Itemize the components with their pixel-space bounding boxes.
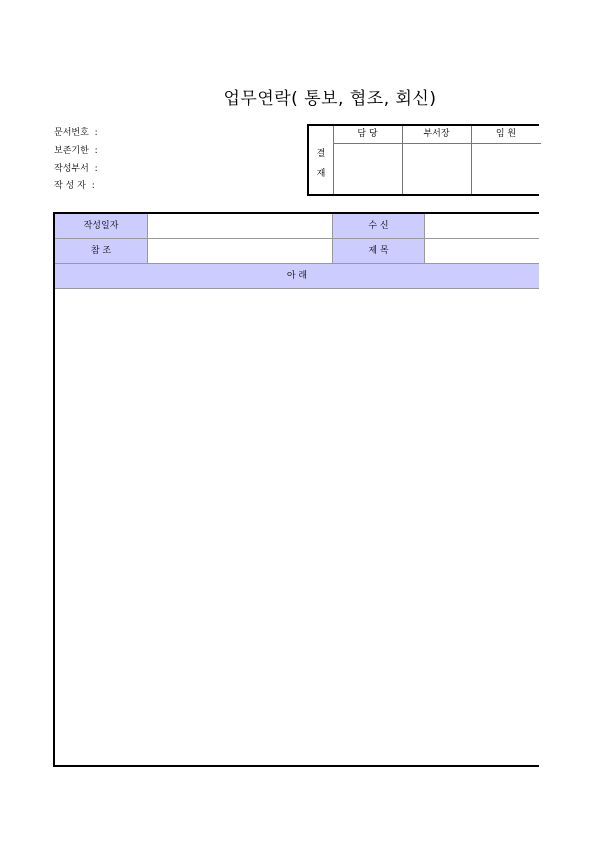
document-title: 업무연락( 통보, 협조, 회신) — [223, 89, 437, 109]
meta-retention-period — [54, 145, 98, 157]
subject-label: 제 목 — [333, 239, 425, 264]
approval-header-executive: 임 원 — [471, 126, 541, 144]
meta-label: 작성부서 — [54, 164, 89, 174]
recipient-field[interactable] — [425, 214, 539, 239]
approval-column-manager — [402, 126, 472, 194]
meta-department — [54, 163, 98, 175]
memo-form — [53, 212, 539, 767]
approval-box — [307, 124, 539, 196]
date-field[interactable] — [148, 214, 333, 239]
approval-side-label — [309, 126, 334, 194]
approval-side-top: 결 — [316, 149, 326, 159]
approval-column-staff — [333, 126, 403, 194]
meta-separator: : — [94, 128, 98, 138]
meta-doc-number — [54, 127, 98, 139]
meta-separator: : — [94, 164, 98, 174]
meta-separator: : — [91, 181, 95, 191]
cc-field[interactable] — [148, 239, 333, 264]
recipient-label: 수 신 — [333, 214, 425, 239]
meta-label: 작 성 자 — [54, 181, 86, 191]
cc-label: 참 조 — [55, 239, 148, 264]
approval-sign-staff[interactable] — [333, 144, 402, 194]
meta-label: 문서번호 — [54, 128, 89, 138]
approval-sign-executive[interactable] — [471, 144, 541, 194]
date-label: 작성일자 — [55, 214, 148, 239]
approval-side-bottom: 재 — [316, 169, 326, 179]
body-header: 아 래 — [55, 264, 539, 289]
subject-field[interactable] — [425, 239, 539, 264]
approval-header-staff: 담 당 — [333, 126, 402, 144]
meta-label: 보존기한 — [54, 146, 89, 156]
body-text-area[interactable] — [55, 289, 539, 765]
approval-column-executive — [471, 126, 541, 194]
approval-sign-manager[interactable] — [402, 144, 471, 194]
meta-separator: : — [94, 146, 98, 156]
meta-author — [54, 180, 95, 192]
approval-header-manager: 부서장 — [402, 126, 471, 144]
